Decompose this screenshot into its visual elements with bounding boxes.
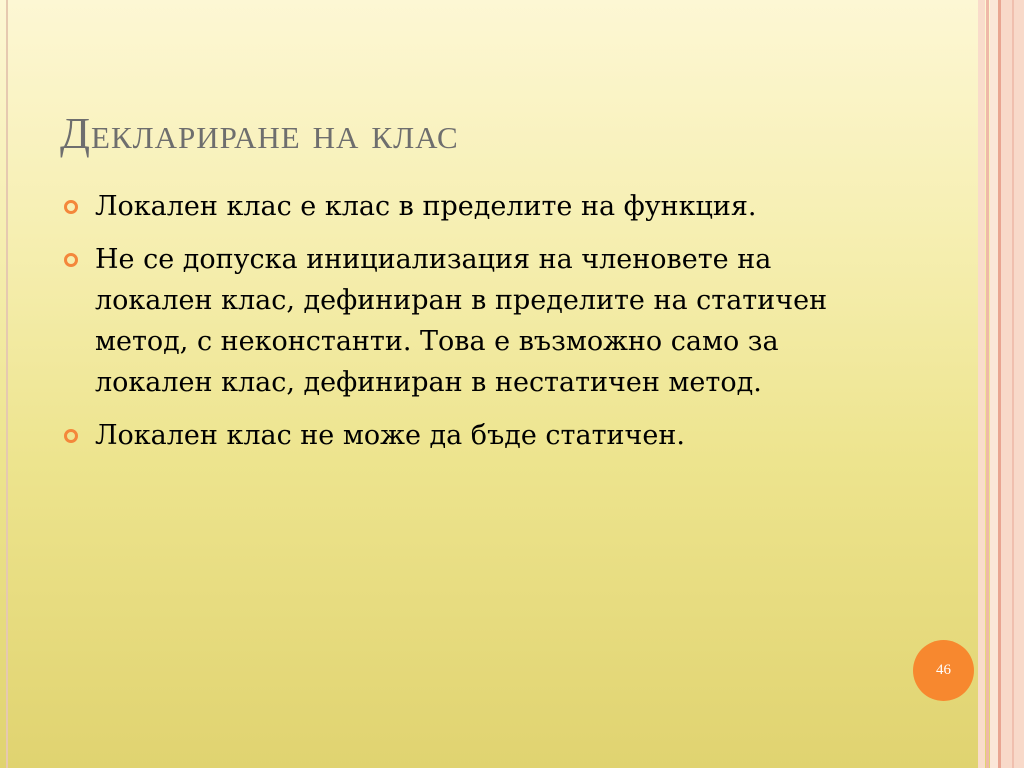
bullet-list (62, 186, 882, 468)
bullet-text: Локален клас е клас в пределите на функция. (95, 191, 757, 222)
right-border-stripe (1012, 0, 1014, 768)
page-number: 46 (936, 662, 951, 678)
slide-title: Деклариране на клас (60, 109, 459, 158)
bullet-text: Не се допуска инициализация на членовете на локален клас, дефиниран в пределите на статичен метод, с неконстанти. Това е възможно само за локален клас, дефиниран в нестатичен метод. (95, 244, 828, 398)
bullet-item (62, 415, 882, 456)
right-border-stripe (978, 0, 985, 768)
page-number-badge (913, 640, 974, 701)
ring-bullet-icon (64, 429, 78, 443)
ring-bullet-icon (64, 200, 78, 214)
left-frame-line (6, 0, 8, 768)
ring-bullet-icon (64, 253, 78, 267)
right-border-stripe (986, 0, 989, 768)
bullet-text: Локален клас не може да бъде статичен. (95, 420, 685, 451)
bullet-item (62, 239, 882, 403)
bullet-item (62, 186, 882, 227)
right-border-stripe (990, 0, 998, 768)
